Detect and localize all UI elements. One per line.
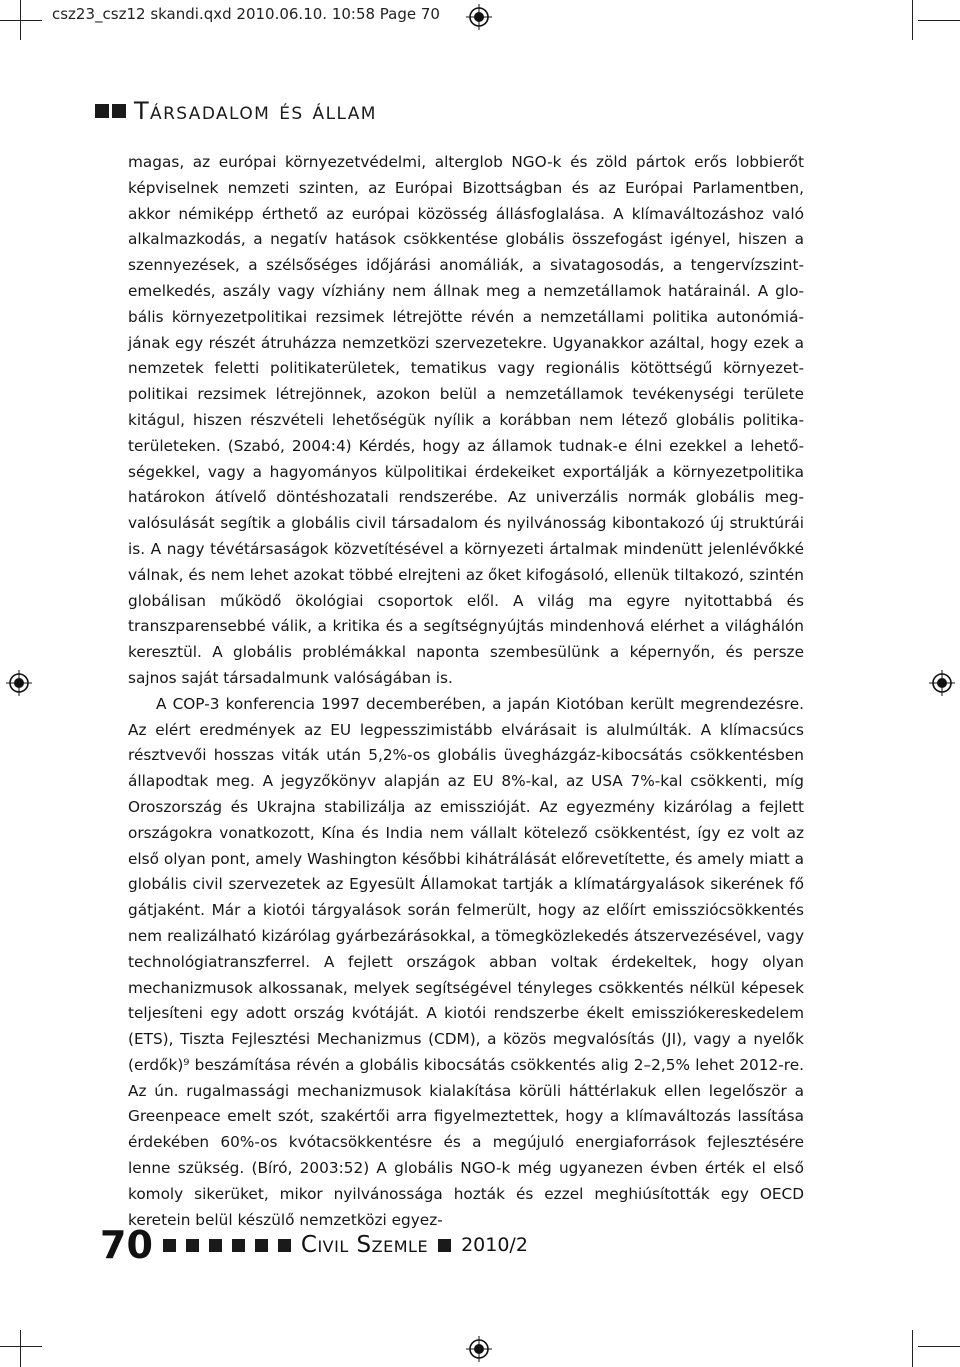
crop-mark-top-right-v [912,0,913,40]
paragraph: A COP-3 konferencia 1997 decemberében, a japán Kiotóban került megrendezésre. Az elért eredmények az EU legpesszimistább elvárásait is alulmúlták. A klímacsúcs résztvevői hosszas viták után 5,2%-os globális üvegházgáz-kibocsátás csökkentésben állapodtak meg. A jegyzőkönyv alapján az EU 8%-kal, az USA 7%-kal csökkenti, míg Oroszország és Ukrajna stabilizálja az emisszióját. Az egyezmény kizárólag a fejlett országokra vonatkozott, Kína és India nem vállalt kötelező csökkentést, így ez volt az első olyan pont, amely Washington későbbi kihátrálását előrevetítette, és amely miatt a globális civil szervezetek az Egyesült Államokat tartják a klímatárgyalások sikerének fő gátjaként. Már a kiotói tárgyalások során felmerült, hogy az előírt emissziócsökkentés nem realizálható kizárólag gyárbezárásokkal, a tömegközlekedés átszervezésével, vagy technológiatranszferrel. A fejlett országok abban voltak érdekeltek, hogy olyan mechanizmusok alkossanak, melyek segítségével tényleges csökkentés nélkül képesek teljesíteni egy adott ország kvótáját. A kiotói rendszerbe ékelt emissziókereskedelem (ETS), Tiszta Fejlesztési Mechanizmus (CDM), a közös megvalósítás (JI), vagy a nyelők (erdők)⁹ beszámítása révén a globális kibocsátás csökkentés alig 2–2,5% lehet 2012-re. Az ún. rugalmassági mechanizmusok kialakítása körüli háttérlakuk ellen legelőször a Greenpeace emelt szót, szakértői arra figyelmeztettek, hogy a klímaváltozás lassítása érdekében 60%-os kvótacsökkentésre és a megújuló energiaforrások fejlesztésére lenne szükség. (Bíró, 2003:52) A globális NGO-k még ugyanezen évben érték el első komoly sikerüket, mikor nyilvánossága hozták és ezzel meghiúsították egy OECD keretein belül készülő nemzetközi egyez- [128,694,804,1229]
crop-mark-bottom-left-h [0,1346,42,1347]
footer-square-icon [278,1239,291,1252]
crop-mark-top-right-h [918,20,960,21]
crop-mark-bottom-right-h [918,1346,960,1347]
paragraph: magas, az európai környezetvédelmi, alterglob NGO-k és zöld pártok erős lobbierőt képviselnek nemzeti szinten, az Európai Bizottságban és az Európai Parlamentben, akkor némiképp érthető az európai közösség állásfoglalása. A klímaváltozáshoz való alkalmazkodás, a negatív hatások csökkentése globális összefogást igényel, hiszen a szennyezések, a szélsőséges időjárási anomáliák, a sivatagosodás, a tengervízszintemelkedés, aszály vagy vízhiány nem állnak meg a nemzetállamok határainál. A globális környezetpolitikai rezsimek létrejötte révén a nemzetállami politika autonómiájának egy részét átruházza nemzetközi szervezetekre. Ugyanakkor azáltal, hogy ezek a nemzetek feletti politikaterületek, tematikus vagy regionális kötöttségű környezetpolitikai rezsimek létrejönnek, azokon belül a nemzetállamok tevékenységi területe kitágul, hiszen részvételi lehetőségük nyílik a korábban nem létező globális politikaterületeken. (Szabó, 2004:4) Kérdés, hogy az államok tudnak-e élni ezekkel a lehetőségekkel, vagy a hagyományos külpolitikai érdekeiket exportálják a környezetpolitika határokon átívelő döntéshozatali rendszerébe. Az univerzális normák globális megvalósulását segítik a globális civil társadalom és nyilvánosság kibontakozó új struktúrái is. A nagy tévétársaságok közvetítésével a környezeti ártalmak mindenütt jelenlévőkké válnak, és nem lehet azokat többé elrejteni az őket kifogásoló, ellenük tiltakozó, szintén globálisan működő ökológiai csoportok elől. A világ ma egyre nyitottabbá és transzparensebbé válik, a kritika és a segítségnyújtás mindenhová elérhet a világhálón keresztül. A globális problémákkal naponta szembesülünk a képernyőn, és persze sajnos saját társadalmunk valóságában is. [128,153,804,687]
footer-square-icon [163,1239,176,1252]
running-header [95,96,377,126]
section-title: Társadalom és állam [134,97,377,125]
registration-mark-icon [466,4,492,30]
footer-square-icon [186,1239,199,1252]
page-number: 70 [100,1223,153,1267]
footer-square-icon [438,1239,451,1252]
slug-line: csz23_csz12 skandi.qxd 2010.06.10. 10:58 Page 70 [52,5,440,23]
header-square-icon [95,104,109,118]
footer-square-icon [209,1239,222,1252]
registration-mark-icon [929,670,955,696]
page-footer [100,1223,528,1267]
crop-mark-bottom-left-v [20,1330,21,1367]
registration-mark-icon [6,670,32,696]
issue-number: 2010/2 [461,1234,528,1256]
registration-mark-icon [466,1336,492,1362]
journal-name: Civil Szemle [300,1232,429,1258]
footer-square-icon [232,1239,245,1252]
crop-mark-bottom-right-v [912,1330,913,1367]
crop-mark-top-left-h [0,20,42,21]
header-square-icon [112,104,126,118]
article-body [128,150,804,1233]
footer-square-icon [255,1239,268,1252]
